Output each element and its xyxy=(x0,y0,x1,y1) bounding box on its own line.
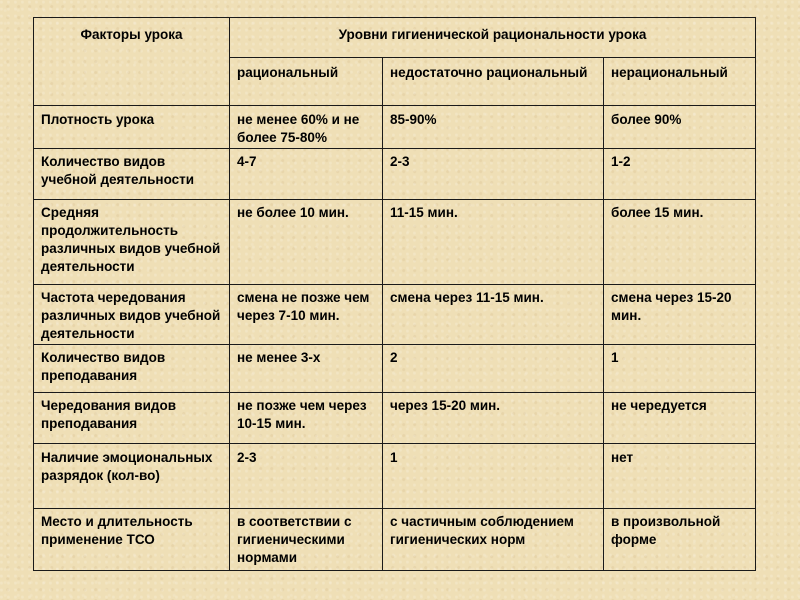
table-row xyxy=(34,200,756,285)
table-row xyxy=(34,345,756,393)
hygiene-table xyxy=(33,17,756,571)
insufficient-cell: 2 xyxy=(383,345,604,393)
rational-cell: 2-3 xyxy=(230,444,383,509)
table-row xyxy=(34,509,756,571)
table-row xyxy=(34,285,756,345)
table-row xyxy=(34,149,756,200)
level-insufficient: недостаточно рациональный xyxy=(383,58,604,106)
irrational-cell: более 90% xyxy=(604,106,756,149)
rational-cell: в соответствии с гигиеническими нормами xyxy=(230,509,383,571)
header-levels: Уровни гигиенической рациональности урока xyxy=(230,18,756,58)
factor-cell: Чередования видов преподавания xyxy=(34,393,230,444)
table-row xyxy=(34,393,756,444)
irrational-cell: нет xyxy=(604,444,756,509)
factor-cell: Количество видов преподавания xyxy=(34,345,230,393)
level-irrational: нерациональный xyxy=(604,58,756,106)
irrational-cell: 1 xyxy=(604,345,756,393)
irrational-cell: 1-2 xyxy=(604,149,756,200)
table-row xyxy=(34,444,756,509)
irrational-cell: не чередуется xyxy=(604,393,756,444)
insufficient-cell: 2-3 xyxy=(383,149,604,200)
factor-cell: Частота чередования различных видов учебной деятельности xyxy=(34,285,230,345)
insufficient-cell: 11-15 мин. xyxy=(383,200,604,285)
insufficient-cell: 1 xyxy=(383,444,604,509)
insufficient-cell: 85-90% xyxy=(383,106,604,149)
rational-cell: не менее 3-х xyxy=(230,345,383,393)
level-rational: рациональный xyxy=(230,58,383,106)
factor-cell: Место и длительность применение ТСО xyxy=(34,509,230,571)
rational-cell: не позже чем через 10-15 мин. xyxy=(230,393,383,444)
irrational-cell: смена через 15-20 мин. xyxy=(604,285,756,345)
rational-cell: не менее 60% и не более 75-80% xyxy=(230,106,383,149)
insufficient-cell: с частичным соблюдением гигиенических норм xyxy=(383,509,604,571)
rational-cell: смена не позже чем через 7-10 мин. xyxy=(230,285,383,345)
factor-cell: Средняя продолжительность различных видов учебной деятельности xyxy=(34,200,230,285)
insufficient-cell: через 15-20 мин. xyxy=(383,393,604,444)
header-factors: Факторы урока xyxy=(34,18,230,106)
factor-cell: Плотность урока xyxy=(34,106,230,149)
factor-cell: Количество видов учебной деятельности xyxy=(34,149,230,200)
factor-cell: Наличие эмоциональных разрядок (кол-во) xyxy=(34,444,230,509)
irrational-cell: в произвольной форме xyxy=(604,509,756,571)
rational-cell: не более 10 мин. xyxy=(230,200,383,285)
insufficient-cell: смена через 11-15 мин. xyxy=(383,285,604,345)
table-header-row xyxy=(34,18,756,58)
irrational-cell: более 15 мин. xyxy=(604,200,756,285)
table-row xyxy=(34,106,756,149)
rational-cell: 4-7 xyxy=(230,149,383,200)
